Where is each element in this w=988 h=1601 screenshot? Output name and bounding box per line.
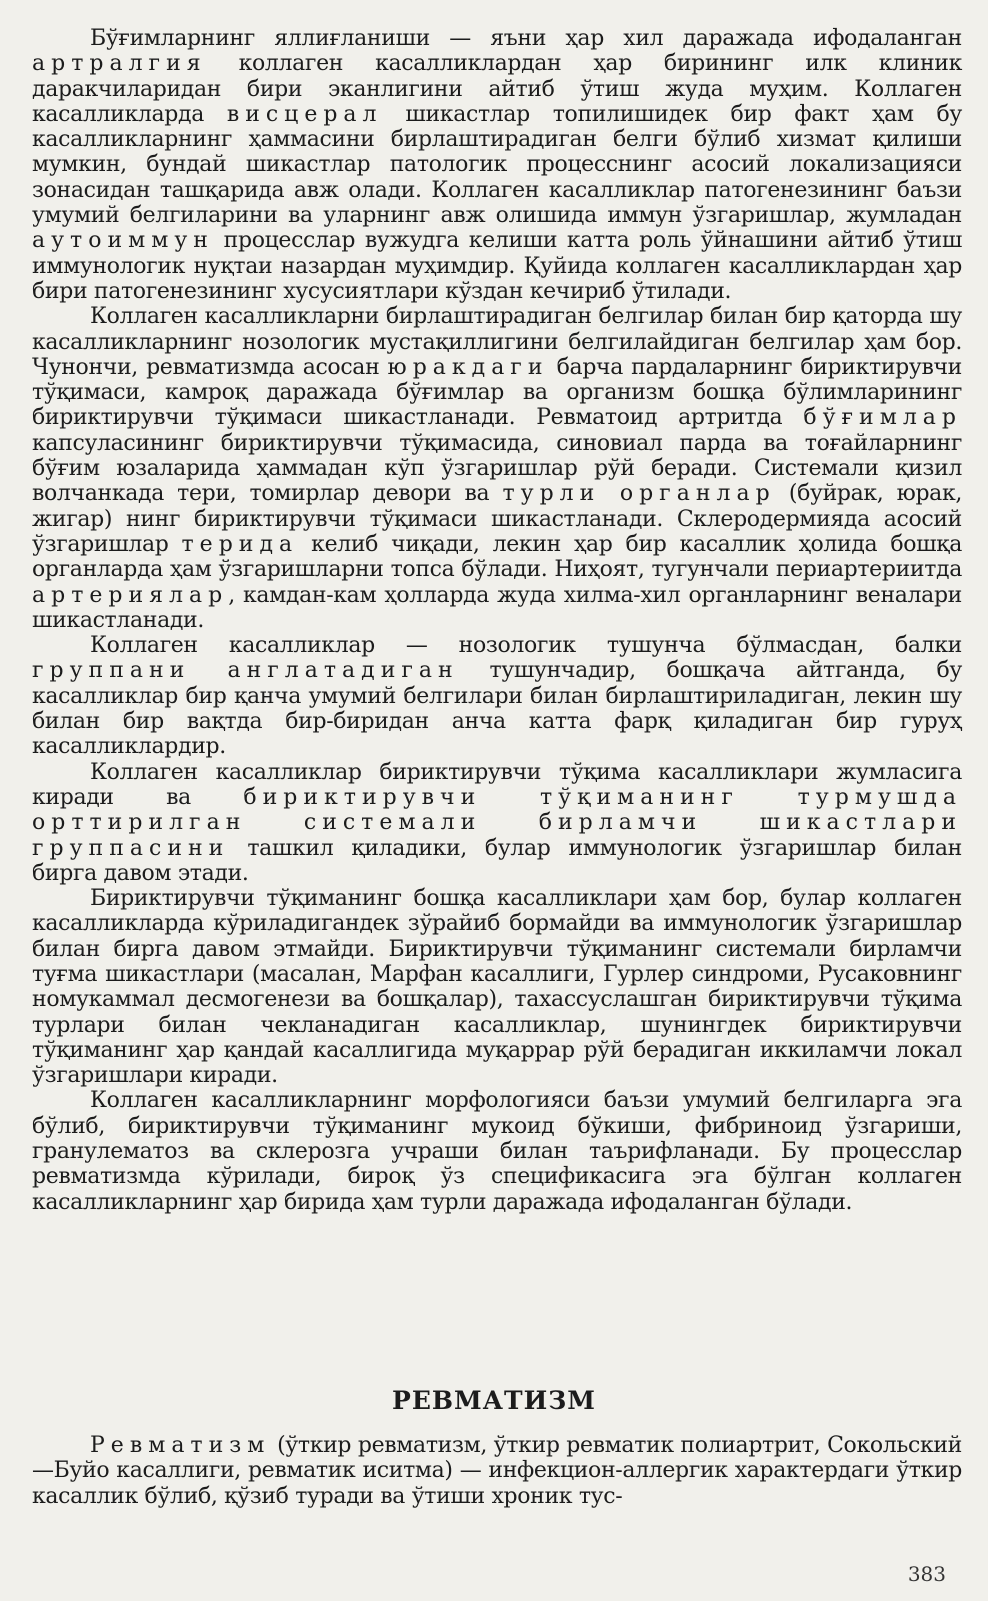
text-run: Коллаген касалликлар бириктирувчи тўқима касалликлари жумласига киради ва — [32, 759, 962, 810]
page-number: 383 — [907, 1562, 946, 1586]
paragraph-1 — [32, 26, 962, 304]
spaced-term: группани англатадиган — [32, 658, 459, 684]
text-run: тушунчадир, бошқача айтганда, бу касалликлар бир қанча умумий белгилари билан бирлаштириладиган, лекин шу билан бир вақтда бир-биридан анча катта фарқ қиладиган бир гуруҳ касалликлардир. — [32, 658, 962, 760]
text-run: коллаген касалликлардан ҳар бирининг илк клиник даракчиларидан бири эканлигини айтиб ўтиш жуда муҳим. Коллаген касалликларда — [32, 51, 962, 127]
paragraph-4 — [32, 760, 962, 886]
spaced-term: Ревматизм — [90, 1433, 271, 1458]
text-run: барча пардаларнинг бириктирувчи тўқимаси, камроқ даражада бўғимлар ва организм бошқа бўлимларининг бириктирувчи тўқимаси шикастланади. Ревматоид артритда — [32, 354, 962, 431]
spaced-term: юракдаги — [387, 354, 549, 380]
text-run: келиб чиқади, лекин ҳар бир касаллик ҳолида бошқа органларда ҳам ўзгаришларни топса бўлади. Ниҳоят, тугунчали периартериитда — [32, 531, 962, 583]
paragraph-2 — [32, 304, 962, 633]
paragraph-5: Бириктирувчи тўқиманинг бошқа касалликлари ҳам бор, булар коллаген касалликларда кўриладигандек зўрайиб бормайди ва иммунологик ўзгаришлар билан бирга давом этмайди. Бириктирувчи тўқиманинг системали бирламчи туғма шикастлари (масалан, Марфан касаллиги, Гурлер синдроми, Русаковнинг номукаммал десмогенези ва бошқалар), тахассуслашган бириктирувчи тўқима турлари билан чекланадиган касалликлар, шунингдек бириктирувчи тўқиманинг ҳар қандай касаллигида муқаррар рўй берадиган иккиламчи локал ўзгаришлари киради. — [32, 886, 962, 1089]
paragraph-3 — [32, 633, 962, 759]
spaced-term: бириктирувчи тўқиманинг турмушда орттирилган системали бирламчи шикастлари группасини — [32, 784, 962, 861]
text-run: (ўткир ревматизм, ўткир ревматик полиартрит, Сокольский—Буйо касаллиги, ревматик иситма) — инфекцион-аллергик характердаги ўткир касаллик бўлиб, қўзиб туради ва ўтиши хроник тус- — [32, 1433, 962, 1509]
spaced-term: терида — [181, 531, 299, 557]
section-paragraph-1 — [32, 1433, 962, 1509]
spaced-term: артериялар — [32, 582, 229, 608]
text-run: Коллаген касалликларни бирлаштирадиган белгилар билан бир қаторда шу касалликларнинг нозологик мустақиллигини белгилайдиган белгилар ҳам бор. Чунончи, ревматизмда асосан — [32, 304, 962, 380]
spaced-term: аутоиммун — [32, 228, 214, 254]
text-run: (буйрак, юрак, жигар) нинг бириктирувчи тўқимаси шикастланади. Склеродермияда асосий ўзгаришлар — [32, 481, 962, 557]
spaced-term: турли органлар — [502, 481, 776, 507]
spaced-term: висцерал — [226, 101, 383, 127]
text-run: процесслар вужудга келиши катта роль ўйнашини айтиб ўтиш иммунологик нуқтаи назардан муҳимдир. Қуйида коллаген касалликлардан ҳар бири патогенезининг хусусиятлари кўздан кечириб ўтилади. — [32, 228, 962, 304]
main-text — [32, 26, 962, 1215]
text-run: капсуласининг бириктирувчи тўқимасида, синовиал парда ва тоғайларнинг бўғим юзаларида ҳаммадан кўп ўзгаришлар рўй беради. Системали қизил волчанкада тери, томирлар девори ва — [32, 430, 962, 507]
section-heading: РЕВМАТИЗМ — [392, 1386, 596, 1415]
text-run: Коллаген касалликлар — нозологик тушунча бўлмасдан, балки — [90, 633, 962, 659]
text-run: ташкил қиладики, булар иммунологик ўзгаришлар билан бирга давом этади. — [32, 835, 962, 886]
text-run: , камдан-кам ҳолларда жуда хилма-хил органларнинг веналари шикастланади. — [32, 582, 962, 633]
text-run: Бўғимларнинг яллиғланиши — яъни ҳар хил даражада ифодаланган — [90, 26, 962, 51]
spaced-term: бўғимлар — [803, 405, 962, 431]
paragraph-6: Коллаген касалликларнинг морфологияси баъзи умумий белгиларга эга бўлиб, бириктирувчи тўқиманинг мукоид бўкиши, фибриноид ўзгариши, гранулематоз ва склерозга учраши билан таърифланади. Бу процесслар ревматизмда кўрилади, бироқ ўз спецификасига эга бўлган коллаген касалликларнинг ҳар бирида ҳам турли даражада ифодаланган бўлади. — [32, 1088, 962, 1215]
text-run: шикастлар топилишидек бир факт ҳам бу касалликларнинг ҳаммасини бирлаштирадиган белги бўлиб хизмат қилиши мумкин, бундай шикастлар патологик процесснинг асосий локализацияси зонасидан ташқарида авж олади. Коллаген касалликлар патогенезининг баъзи умумий белгиларини ва уларнинг авж олишида иммун ўзгаришлар, жумладан — [32, 101, 962, 229]
spaced-term: артралгия — [32, 51, 207, 77]
section-text — [32, 1433, 962, 1509]
